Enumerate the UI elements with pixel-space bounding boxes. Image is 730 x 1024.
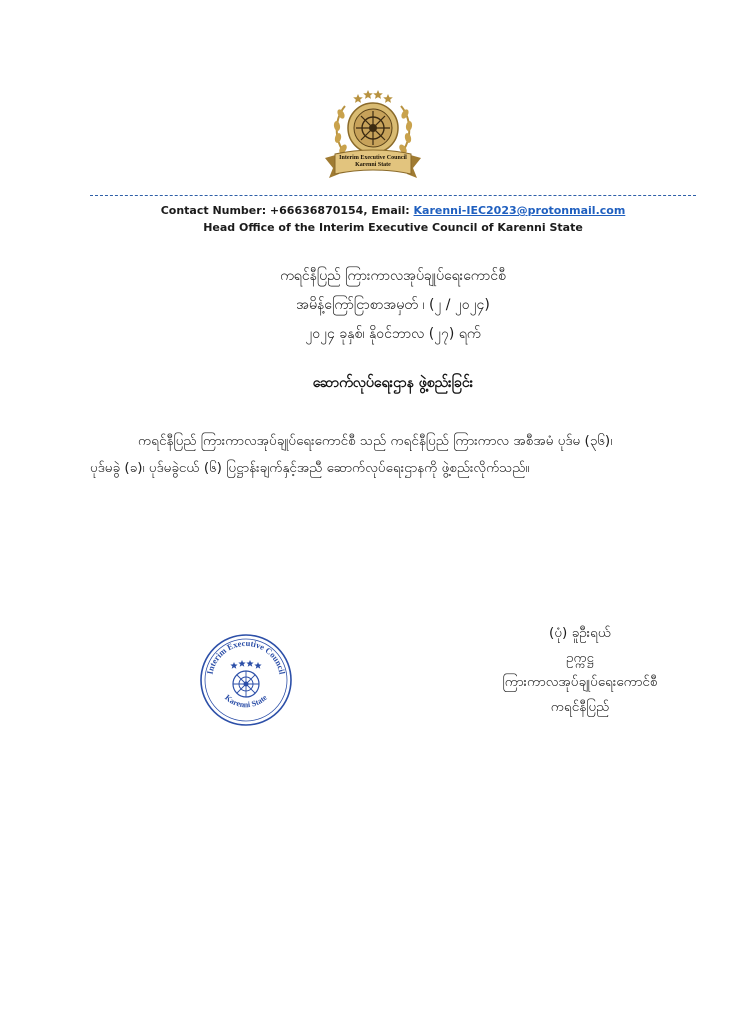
order-heading (90, 262, 696, 349)
seal-bottom-text: Karenni State (223, 692, 269, 710)
signatory-title: ဥက္ကဋ္ဌ (565, 649, 595, 666)
contact-prefix: Contact Number: +66636870154, Email: (160, 204, 414, 217)
heading-council-name: ကရင်နီပြည် ကြားကာလအုပ်ချုပ်ရေးကောင်စီ (280, 268, 506, 284)
emblem-graphic (317, 84, 429, 188)
seal-top-text: Interim Executive Council (204, 637, 288, 676)
official-seal-icon (198, 632, 294, 728)
signatory-organization: ကြားကာလအုပ်ချုပ်ရေးကောင်စီ (502, 674, 658, 690)
heading-order-number: အမိန့်ကြော်ငြာစာအမှတ် ၊ (၂ / ၂၀၂၄) (296, 297, 490, 313)
head-office-line: Head Office of the Interim Executive Council of Karenni State (203, 221, 583, 234)
signatory-state: ကရင်နီပြည် (550, 698, 610, 715)
emblem-label-line2: Karenni State (355, 162, 391, 168)
signature-block (480, 621, 680, 719)
seal-graphic (198, 632, 294, 728)
contact-info (90, 203, 696, 219)
email-link[interactable]: Karenni-IEC2023@protonmail.com (413, 204, 626, 217)
body-line-2: ပုဒ်မခွဲ (ခ)၊ ပုဒ်မခွဲငယ် (၆) ပြဋ္ဌာန်းချက်နှင့်အညီ ဆောက်လုပ်ရေးဌာနကို ဖွဲ့စည်းလိုက်သည်။ (90, 460, 530, 476)
header-divider (90, 195, 696, 196)
body-line-1: ကရင်နီပြည် ကြားကာလအုပ်ချုပ်ရေးကောင်စီ သည် ကရင်နီပြည် ကြားကာလ အစီအမံ ပုဒ်မ (၃၆)၊ (138, 433, 613, 449)
council-emblem-icon (317, 84, 429, 188)
emblem-label-line1: Interim Executive Council (339, 155, 407, 161)
signatory-name: (ပုံ) ခူဦးရယ် (549, 625, 611, 641)
emblem-label (337, 155, 409, 169)
order-subject: ဆောက်လုပ်ရေးဌာန ဖွဲ့စည်းခြင်း (312, 375, 474, 391)
heading-date: ၂၀၂၄ ခုနှစ်၊ နိုဝင်ဘာလ (၂၇) ရက် (305, 326, 481, 342)
order-body (90, 428, 702, 482)
